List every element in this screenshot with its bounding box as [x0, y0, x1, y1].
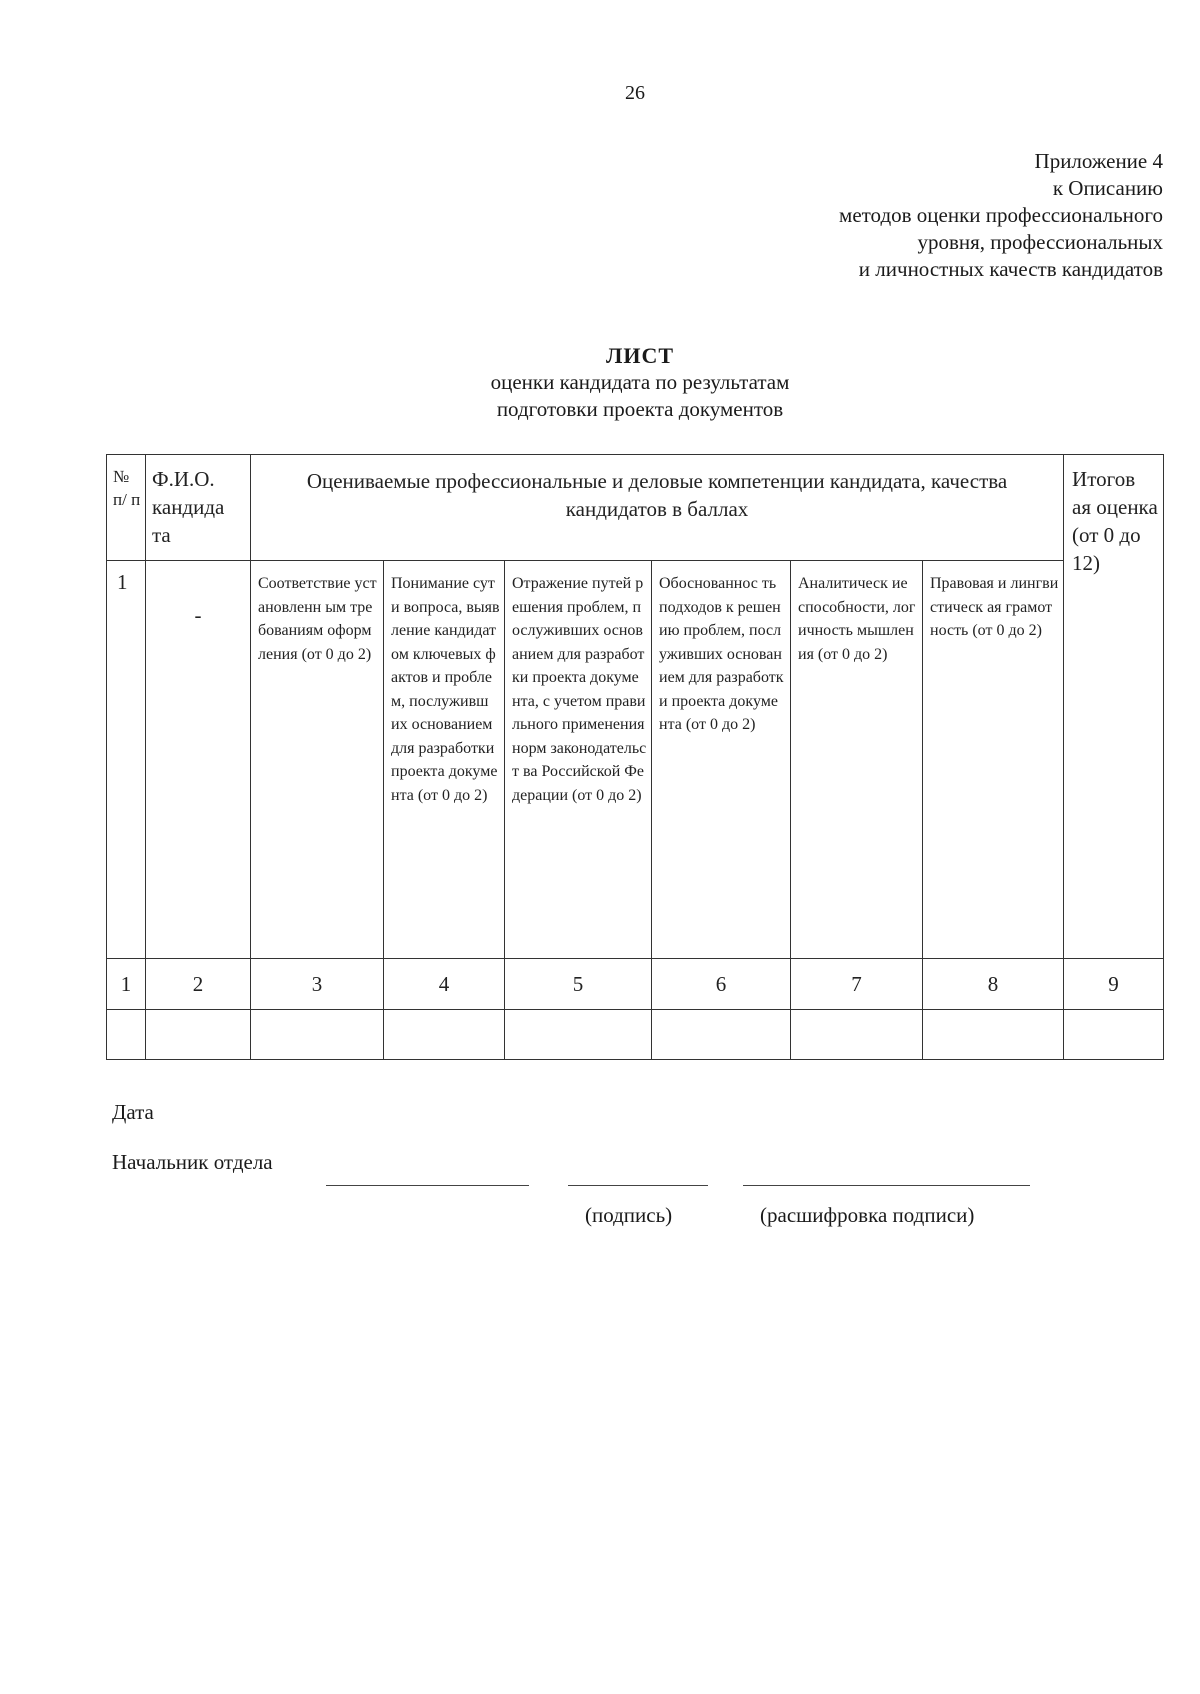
document-subtitle: подготовки проекта документов	[496, 397, 784, 421]
criterion-cell: Понимание сути вопроса, выявление кандидатом ключевых фактов и проблем, послуживш их основанием для разработки проекта документа (от 0 до 2)	[384, 561, 505, 959]
document-subtitle: оценки кандидата по результатам	[490, 370, 790, 394]
fio-signature-line	[326, 1185, 529, 1186]
column-number-cell: 3	[251, 959, 384, 1010]
table-header-row	[107, 455, 1164, 561]
signature-caption: (подпись)	[585, 1203, 673, 1227]
criterion-cell: Отражение путей решения проблем, послуживших основанием для разработки проекта документа, с учетом правильного применения норм законодательст ва Российской Федерации (от 0 до 2)	[505, 561, 652, 959]
row-number-cell: 1	[107, 561, 146, 959]
empty-cell	[923, 1010, 1064, 1060]
empty-cell	[652, 1010, 791, 1060]
table-row	[107, 561, 1164, 959]
criterion-cell: Соответствие установленн ым требованиям оформления (от 0 до 2)	[251, 561, 384, 959]
column-number-row	[107, 959, 1164, 1010]
criterion-cell: Обоснованнос ть подходов к решению проблем, послуживших основанием для разработки проекта документа (от 0 до 2)	[652, 561, 791, 959]
column-number-cell: 9	[1064, 959, 1164, 1010]
empty-cell	[384, 1010, 505, 1060]
appendix-line: к Описанию	[1052, 176, 1163, 200]
column-number-cell: 2	[146, 959, 251, 1010]
appendix-note	[839, 148, 1163, 283]
head-of-department-label: Начальник отдела	[112, 1150, 273, 1174]
signature-decode-line	[743, 1185, 1030, 1186]
empty-cell	[107, 1010, 146, 1060]
empty-cell	[146, 1010, 251, 1060]
signature-line	[568, 1185, 708, 1186]
empty-entry-row	[107, 1010, 1164, 1060]
page-number: 26	[625, 82, 645, 104]
criterion-cell: Правовая и лингвистическ ая грамотность (от 0 до 2)	[923, 561, 1064, 959]
appendix-line: Приложение 4	[1034, 149, 1163, 173]
column-number-cell: 7	[791, 959, 923, 1010]
document-title: ЛИСТ	[605, 343, 675, 368]
document-heading	[380, 342, 900, 423]
appendix-line: и личностных качеств кандидатов	[858, 257, 1163, 281]
column-number-cell: 4	[384, 959, 505, 1010]
appendix-line: уровня, профессиональных	[917, 230, 1163, 254]
column-number-cell: 1	[107, 959, 146, 1010]
column-number-cell: 5	[505, 959, 652, 1010]
evaluation-table	[106, 454, 1164, 1060]
empty-cell	[791, 1010, 923, 1060]
column-number-cell: 8	[923, 959, 1064, 1010]
header-cell-fio: Ф.И.О. кандида та	[146, 455, 251, 561]
header-cell-total: Итогов ая оценка (от 0 до 12)	[1064, 455, 1164, 959]
header-cell-competencies: Оцениваемые профессиональные и деловые компетенции кандидата, качества кандидатов в баллах	[251, 455, 1064, 561]
empty-cell	[251, 1010, 384, 1060]
empty-cell	[1064, 1010, 1164, 1060]
fio-cell: -	[146, 561, 251, 959]
column-number-cell: 6	[652, 959, 791, 1010]
criterion-cell: Аналитическ ие способности, логичность мышления (от 0 до 2)	[791, 561, 923, 959]
appendix-line: методов оценки профессионального	[839, 203, 1163, 227]
header-cell-number: № п/ п	[107, 455, 146, 561]
empty-cell	[505, 1010, 652, 1060]
date-label: Дата	[112, 1100, 154, 1124]
signature-decode-caption: (расшифровка подписи)	[760, 1203, 975, 1227]
